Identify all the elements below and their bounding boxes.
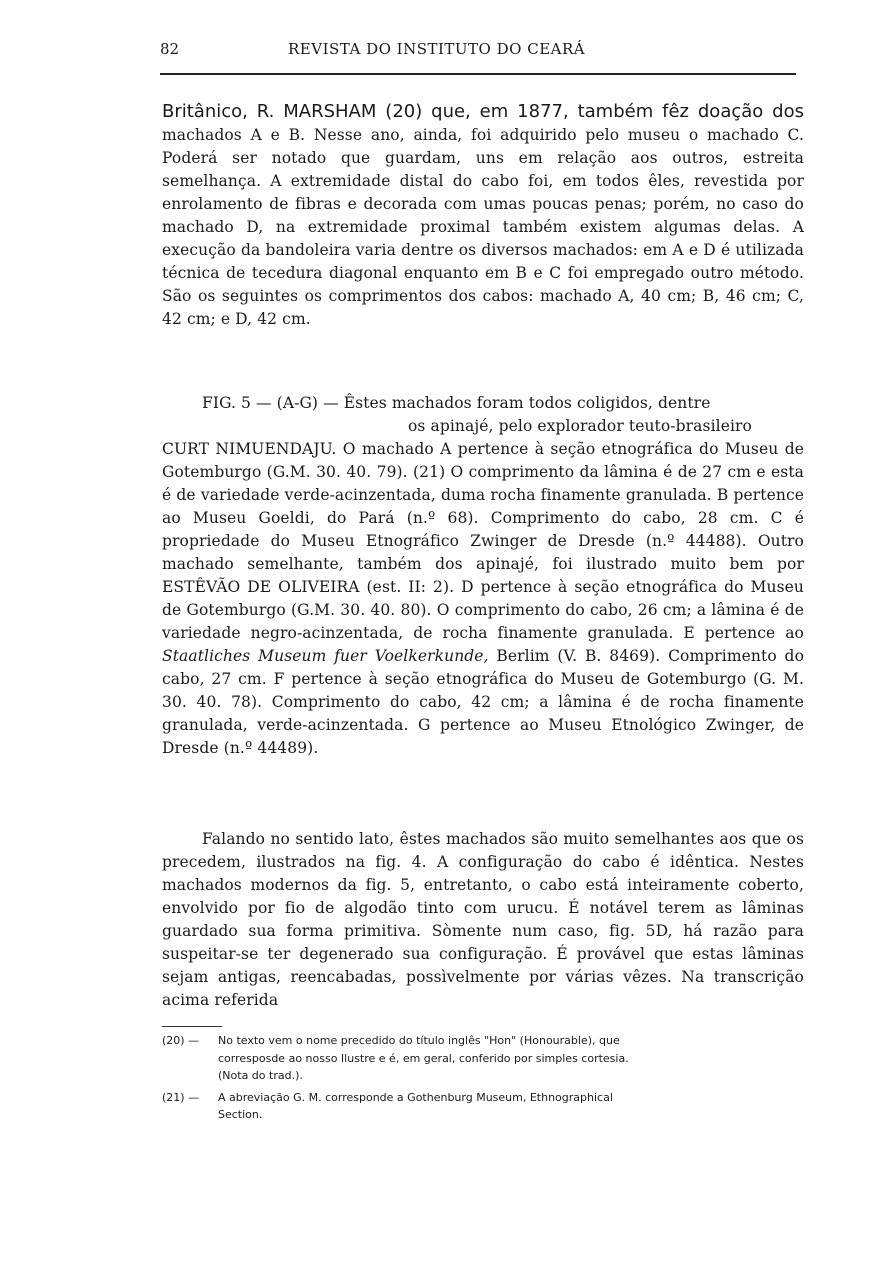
paragraph-3: Falando no sentido lato, êstes machados são muito semelhantes aos que os precedem, ilustrados na fig. 4. A configuração do cabo é idêntica. Nestes machados modernos da fig. 5, entretanto, o cabo está inteiramente coberto, envolvido por fio de algodão tinto com urucu. É notável terem as lâminas guardado sua forma primitiva. Sòmente num caso, fig. 5D, há razão para suspeitar-se ter degenerado sua configuração. É provável que estas lâminas sejam antigas, reencabadas, possìvelmente por várias vêzes. Na transcrição acima referida xyxy=(162,830,804,1009)
footnote-21 xyxy=(162,1089,807,1124)
figure-caption-body-2: Berlim (V. B. 8469). Comprimento do cabo, 27 cm. F pertence à seção etnográfica do Museu de Gotemburgo (G. M. 30. 40. 78). Comprimento do cabo, 42 cm; a lâmina é de rocha finamente granulada, verde-acinzentada. G pertence ao Museu Etnológico Zwinger, de Dresde (n.º 44489). xyxy=(162,647,805,757)
footnotes xyxy=(162,1032,807,1128)
footnote-line: (Nota do trad.). xyxy=(218,1069,303,1082)
footnote-mark: (21) — xyxy=(162,1090,200,1104)
figure-caption-body-1: CURT NIMUENDAJU. O machado A pertence à seção etnográfica do Museu de Gotemburgo (G.M. 30. 40. 79). (21) O comprimento da lâmina é de 27 cm e esta é de variedade verde-acinzentada, duma rocha finamente granulada. B pertence ao Museu Goeldi, do Pará (n.º 68). Comprimento do cabo, 28 cm. C é propriedade do Museu Etnográfico Zwinger de Dresde (n.º 44488). Outro machado semelhante, também dos apinajé, foi ilustrado muito bem por ESTÊVÃO DE OLIVEIRA (est. II: 2). D pertence à seção etnográfica do Museu de Gotemburgo (G.M. 30. 40. 80). O comprimento do cabo, 26 cm; a lâmina é de variedade negro-acinzentada, de rocha finamente granulada. E pertence ao xyxy=(162,440,804,642)
footnote-20 xyxy=(162,1032,807,1085)
page-header xyxy=(160,40,796,64)
paragraph-1-body: machados A e B. Nesse ano, ainda, foi adquirido pelo museu o machado C. Poderá ser notado que guardam, uns em relação aos outros, estreita semelhança. A extremidade distal do cabo foi, em todos êles, revestida por enrolamento de fibras e decorada com umas poucas penas; porém, no caso do machado D, na extremidade proximal também existem algumas delas. A execução da bandoleira varia dentre os diversos machados: em A e D é utilizada técnica de tecedura diagonal enquanto em B e C foi empregado outro método. São os seguintes os comprimentos dos cabos: machado A, 40 cm; B, 46 cm; C, 42 cm; e D, 42 cm. xyxy=(162,126,804,328)
footnote-line: A abreviação G. M. corresponde a Gothenburg Museum, Ethnographical xyxy=(218,1090,613,1104)
paragraph-1-lead: Britânico, R. MARSHAM (20) que, em 1877, também fêz doação dos xyxy=(162,101,804,122)
footnote-text xyxy=(218,1089,807,1124)
page-number: 82 xyxy=(160,40,180,58)
paragraph-1 xyxy=(162,100,804,331)
running-title: REVISTA DO INSTITUTO DO CEARÁ xyxy=(288,40,586,58)
figure-caption-label: FIG. 5 — (A-G) — Êstes machados foram todos coligidos, dentre xyxy=(202,394,711,412)
figure-caption-museum-name: Staatliches Museum fuer Voelkerkunde, xyxy=(162,647,489,665)
footnote-line: Section. xyxy=(218,1108,263,1121)
footnote-line: corresposde ao nosso Ilustre e é, em geral, conferido por simples cortesia. xyxy=(218,1051,629,1065)
header-rule xyxy=(160,73,796,75)
footnote-line: No texto vem o nome precedido do título inglês "Hon" (Honourable), que xyxy=(218,1034,620,1047)
figure-caption xyxy=(162,392,804,760)
footnote-mark: (20) — xyxy=(162,1034,200,1047)
footnote-rule xyxy=(162,1026,222,1027)
figure-caption-line2: os apinajé, pelo explorador teuto-brasileiro xyxy=(408,417,752,435)
footnote-text xyxy=(218,1032,807,1085)
